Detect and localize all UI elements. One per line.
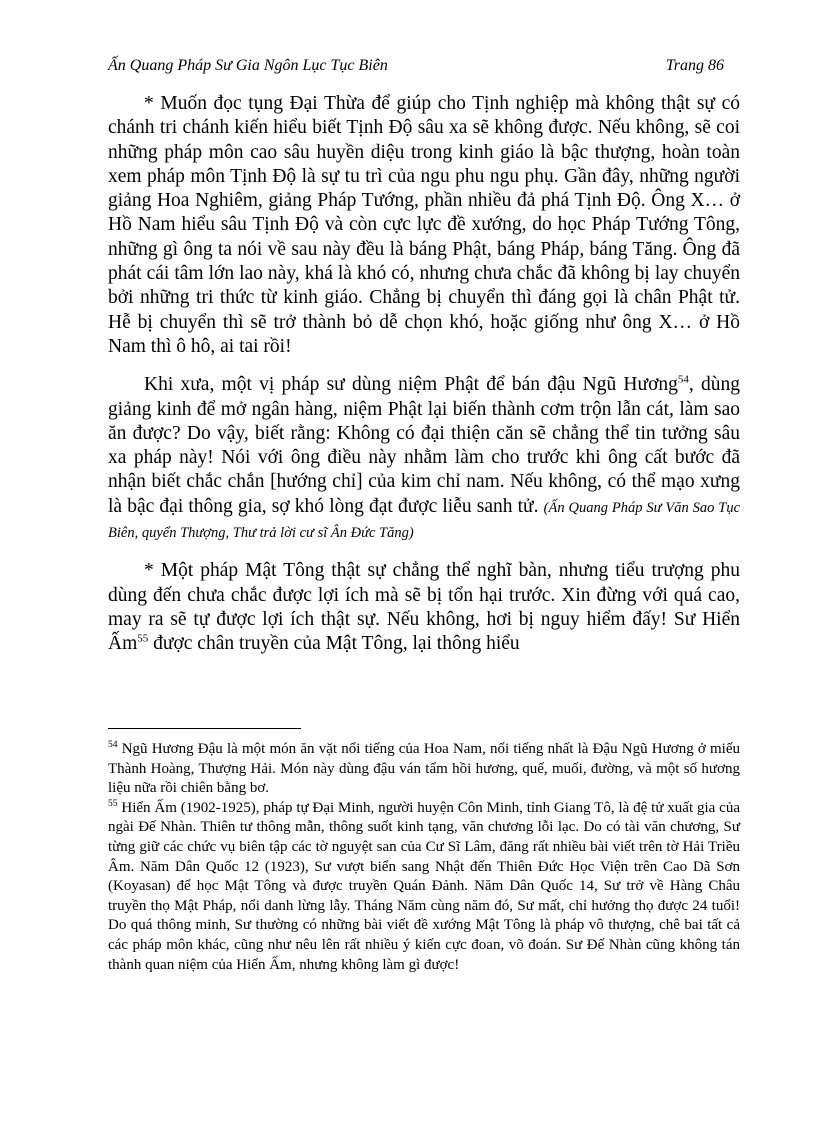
footnotes (108, 740, 740, 975)
paragraph-1: * Muốn đọc tụng Đại Thừa để giúp cho Tịnh nghiệp mà không thật sự có chánh tri chánh kiến hiểu biết Tịnh Độ sâu xa sẽ không được. Nếu không, sẽ coi những pháp môn cao sâu huyền diệu trong kinh giáo là bậc thượng, hoàn toàn xem pháp môn Tịnh Độ là sự tu trì của ngu phu ngu phụ. Gần đây, những người giảng Hoa Nghiêm, giảng Pháp Tướng, phần nhiều đả phá Tịnh Độ. Ông X… ở Hồ Nam hiểu sâu Tịnh Độ và còn cực lực đề xướng, do học Pháp Tướng Tông, những gì ông ta nói về sau này đều là báng Phật, báng Pháp, báng Tăng. Ông đã phát cái tâm lớn lao này, khá là khó có, nhưng chưa chắc đã không bị lay chuyển bởi những tri thức từ kinh giáo. Chẳng bị chuyển thì đáng gọi là chân Phật tử. Hễ bị chuyển thì sẽ trở thành bỏ dễ chọn khó, hoặc giống như ông X… ở Hồ Nam thì ô hô, ai tai rồi! (108, 93, 740, 357)
main-text (108, 92, 740, 671)
citation: (Ấn Quang Pháp Sư Văn Sao Tục Biên, quyển Thượng, Thư trả lời cư sĩ Ân Đức Tăng) (108, 499, 741, 542)
paragraph-2-text-b: , dùng giảng kinh để mở ngân hàng, niệm Phật lại biến thành cơm trộn lẫn cát, làm sao ăn được? Do vậy, biết rằng: Không có đại thiện căn sẽ chẳng thể tin tưởng sâu xa pháp này! Nói với ông điều này nhằm làm cho trước khi ông cất bước đã nhận biết chắc chắn [hướng chỉ] của kim chỉ nam. Nếu không, có thể mạo xưng là bậc đại thông gia, sợ khó lòng đạt được liễu sanh tử. (108, 374, 740, 517)
book-title: Ấn Quang Pháp Sư Gia Ngôn Lục Tục Biên (108, 57, 388, 74)
footnote-separator (108, 728, 301, 729)
footnote-number: 55 (108, 798, 118, 809)
footnote-54 (108, 740, 740, 799)
footnote-ref-55[interactable]: 55 (137, 632, 149, 645)
paragraph-2-text-a: Khi xưa, một vị pháp sư dùng niệm Phật để bán đậu Ngũ Hương (144, 374, 678, 396)
footnote-ref-54[interactable]: 54 (677, 373, 689, 386)
footnote-55 (108, 799, 740, 975)
paragraph-3-text-a: * Một pháp Mật Tông thật sự chẳng thể nghĩ bàn, nhưng tiểu trượng phu dùng đến chưa chắc được lợi ích mà sẽ bị tổn hại trước. Xin đừng với quá cao, may ra sẽ tự được lợi ích thật sự. Nếu không, hơi bị nguy hiểm đấy! Sư Hiển Ấm (108, 560, 740, 655)
footnote-text: Ngũ Hương Đậu là một món ăn vặt nổi tiếng của Hoa Nam, nổi tiếng nhất là Đậu Ngũ Hương ở miếu Thành Hoàng, Thượng Hải. Món này dùng đậu ván tẩm hồi hương, quế, muối, đường, và một số hương liệu nữa rồi chiên bằng bơ. (108, 741, 740, 797)
footnote-text: Hiển Ấm (1902-1925), pháp tự Đại Minh, người huyện Côn Minh, tỉnh Giang Tô, là đệ tử xuất gia của ngài Đế Nhàn. Thiên tư thông mẫn, thông suốt kinh tạng, văn chương lỗi lạc. Do có tài văn chương, Sư từng giữ các chức vụ biên tập các tờ nguyệt san của Cư Sĩ Lâm, đăng rất nhiều bài viết trên tờ Hải Triều Âm. Năm Dân Quốc 12 (1923), Sư vượt biển sang Nhật đến Thiên Đức Học Viện trên Cao Dã Sơn (Koyasan) để học Mật Tông và được truyền Quán Đảnh. Năm Dân Quốc 14, Sư trở về Hàng Châu truyền thọ Mật Pháp, nổi danh lừng lẫy. Tháng Năm cùng năm đó, Sư mất, chỉ hưởng thọ được 24 tuổi! Do quá thông minh, Sư thường có những bài viết đề xướng Mật Tông là pháp vô thượng, chê bai tất cả các pháp môn khác, cũng như nêu lên rất nhiều ý kiến cực đoan, võ đoán. Sư Đế Nhàn cũng không tán thành quan niệm của Hiển Ấm, nhưng không làm gì được! (108, 799, 740, 973)
paragraph-3 (108, 559, 740, 656)
footnote-number: 54 (108, 740, 118, 750)
page-number: Trang 86 (665, 57, 724, 74)
paragraph-3-text-b: được chân truyền của Mật Tông, lại thông hiểu (148, 633, 520, 655)
page-header (108, 57, 724, 81)
paragraph-2 (108, 373, 740, 545)
